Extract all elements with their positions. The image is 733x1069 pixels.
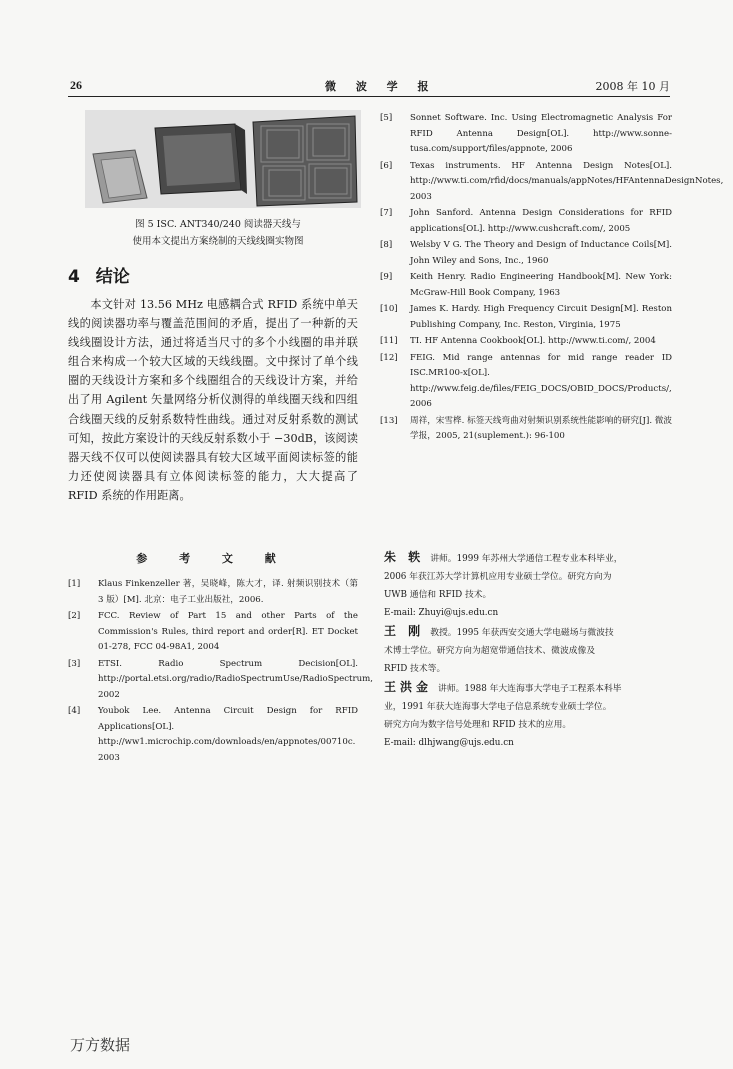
- reference-number: [8]: [380, 240, 393, 250]
- header-rule: [68, 96, 670, 97]
- reference-item: [380, 334, 672, 350]
- conclusion-paragraph: 本文针对 13.56 MHz 电感耦合式 RFID 系统中单天线的阅读器功率与覆盖范围间的矛盾，提出了一种新的天线线圈设计方法，通过将适当尺寸的多个小线圈的串并联组合来构成一个较大区域的天线线圈。文中探讨了单个线圈的天线设计方案和多个线圈组合的天线设计方案，并给出了用 Agilent 矢量网络分析仪测得的单线圈天线和四组合线圈天线的反射系数特性曲线。通过对反射系数的测试可知，按此方案设计的天线反射系数小于 −30dB，该阅读器天线不仅可以使阅读器具有较大区域平面阅读标签的能力还使阅读器具有立体阅读标签的能力，大大提高了 RFID 系统的作用距离。: [68, 298, 358, 502]
- reference-item: [380, 206, 672, 237]
- author-email: E-mail: dlhjwang@ujs.edu.cn: [384, 738, 514, 748]
- reference-number: [5]: [380, 113, 393, 123]
- author-bio-line: 业，1991 年获大连海事大学电子信息系统专业硕士学位。: [384, 702, 612, 712]
- reference-text: Keith Henry. Radio Engineering Handbook[M]. New York: McGraw-Hill Book Company, 1963: [410, 272, 672, 298]
- reference-item: [68, 657, 373, 704]
- references-right: [380, 111, 724, 446]
- reference-number: [12]: [380, 352, 398, 363]
- author-name: 朱 轶: [384, 550, 425, 564]
- reference-item: [380, 414, 672, 445]
- reference-number: [1]: [68, 579, 81, 589]
- author-bio-line: 教授。1995 年获西安交通大学电磁场与微波技: [430, 628, 614, 638]
- reference-text: FEIG. Mid range antennas for mid range reader ID ISC.MR100-x[OL]. http://www.feig.de/files/FEIG_DOCS/OBID_DOCS/Products/, 2006: [410, 352, 672, 409]
- author-bio: [384, 548, 672, 622]
- reference-text: James K. Hardy. High Frequency Circuit Design[M]. Reston Publishing Company, Inc. Reston, Virginia, 1975: [410, 304, 672, 330]
- journal-name: 微 波 学 报: [325, 80, 437, 93]
- reference-item: [380, 111, 672, 158]
- reference-text: FCC. Review of Part 15 and other Parts of the Commission's Rules, third report and order[R]. ET Docket 01-278, FCC 04-98A1, 2004: [98, 611, 358, 652]
- reference-item: [380, 270, 672, 301]
- reference-item: [380, 159, 724, 206]
- caption-line-1: 图 5 ISC. ANT340/240 阅读器天线与: [135, 219, 301, 230]
- author-bio-line: 术博士学位。研究方向为超宽带通信技术、微波成像及: [384, 646, 596, 656]
- reference-number: [7]: [380, 208, 393, 218]
- reference-text: John Sanford. Antenna Design Considerations for RFID applications[OL]. http://www.cushcraft.com/, 2005: [410, 208, 672, 234]
- reference-number: [10]: [380, 304, 398, 314]
- page-number: 26: [70, 78, 82, 92]
- reference-number: [11]: [380, 336, 398, 346]
- references-heading: 参 考 文 献: [136, 552, 290, 565]
- author-bio-line: 2006 年获江苏大学计算机应用专业硕士学位。研究方向为: [384, 572, 612, 582]
- reference-text: ETSI. Radio Spectrum Decision[OL]. http://portal.etsi.org/radio/RadioSpectrumUse/RadioSpectrum, 2002: [98, 658, 373, 700]
- reference-text: 周祥，宋雪桦. 标签天线弯曲对射频识别系统性能影响的研究[J]. 微波学报，2005, 21(suplement.): 96-100: [410, 415, 672, 441]
- author-name: 王 刚: [384, 624, 425, 638]
- reference-number: [13]: [380, 415, 398, 426]
- reference-text: Klaus Finkenzeller 著，吴晓峰，陈大才，译. 射频识别技术（第 3 版）[M]. 北京：电子工业出版社，2006.: [98, 579, 358, 605]
- caption-line-2: 使用本文提出方案绕制的天线线圈实物图: [132, 236, 304, 247]
- page-header: [70, 78, 670, 98]
- figure-caption: [68, 216, 368, 250]
- reference-item: [380, 302, 672, 333]
- author-email: E-mail: Zhuyi@ujs.edu.cn: [384, 608, 499, 618]
- reference-number: [4]: [68, 706, 81, 716]
- author-bio: [384, 678, 672, 752]
- reference-item: [68, 577, 358, 608]
- reference-text: TI. HF Antenna Cookbook[OL]. http://www.ti.com/, 2004: [410, 336, 656, 346]
- author-name: 王洪金: [384, 680, 433, 694]
- reference-text: Sonnet Software. Inc. Using Electromagnetic Analysis For RFID Antenna Design[OL]. http://www.sonne-tusa.com/support/files/appnote, 2006: [410, 113, 672, 154]
- reference-text: Texas instruments. HF Antenna Design Notes[OL]. http://www.ti.com/rfid/docs/manuals/appNotes/HFAntennaDesignNotes, 2003: [410, 160, 724, 202]
- reference-text: Youbok Lee. Antenna Circuit Design for RFID Applications[OL]. http://ww1.microchip.com/downloads/en/appnotes/00710c. 2003: [98, 706, 358, 763]
- conclusion-body: [68, 295, 358, 505]
- author-bio-line: RFID 技术等。: [384, 664, 446, 674]
- reference-item: [68, 609, 358, 656]
- author-bios: [384, 548, 672, 752]
- section-number: 4: [68, 267, 80, 287]
- section-title: 结论: [95, 267, 130, 287]
- reference-number: [3]: [68, 658, 81, 669]
- issue-date: 2008 年 10 月: [595, 80, 670, 93]
- reference-number: [9]: [380, 272, 393, 282]
- author-bio-line: 讲师。1988 年大连海事大学电子工程系本科毕: [438, 684, 622, 694]
- author-bio: [384, 622, 672, 678]
- reference-item: [68, 704, 358, 766]
- author-bio-line: 讲师。1999 年苏州大学通信工程专业本科毕业，: [430, 554, 623, 564]
- section-heading: [68, 262, 130, 287]
- references-left: [68, 577, 373, 767]
- reference-item: [380, 351, 672, 413]
- reference-item: [380, 238, 672, 269]
- author-bio-line: UWB 通信和 RFID 技术。: [384, 590, 492, 600]
- author-bio-line: 研究方向为数字信号处理和 RFID 技术的应用。: [384, 720, 572, 730]
- reference-number: [6]: [380, 160, 393, 171]
- reference-text: Welsby V G. The Theory and Design of Inductance Coils[M]. John Wiley and Sons, Inc., 1960: [410, 240, 672, 266]
- reference-number: [2]: [68, 611, 81, 621]
- footer-watermark: 万方数据: [70, 1036, 131, 1054]
- antenna-photo: [85, 110, 361, 208]
